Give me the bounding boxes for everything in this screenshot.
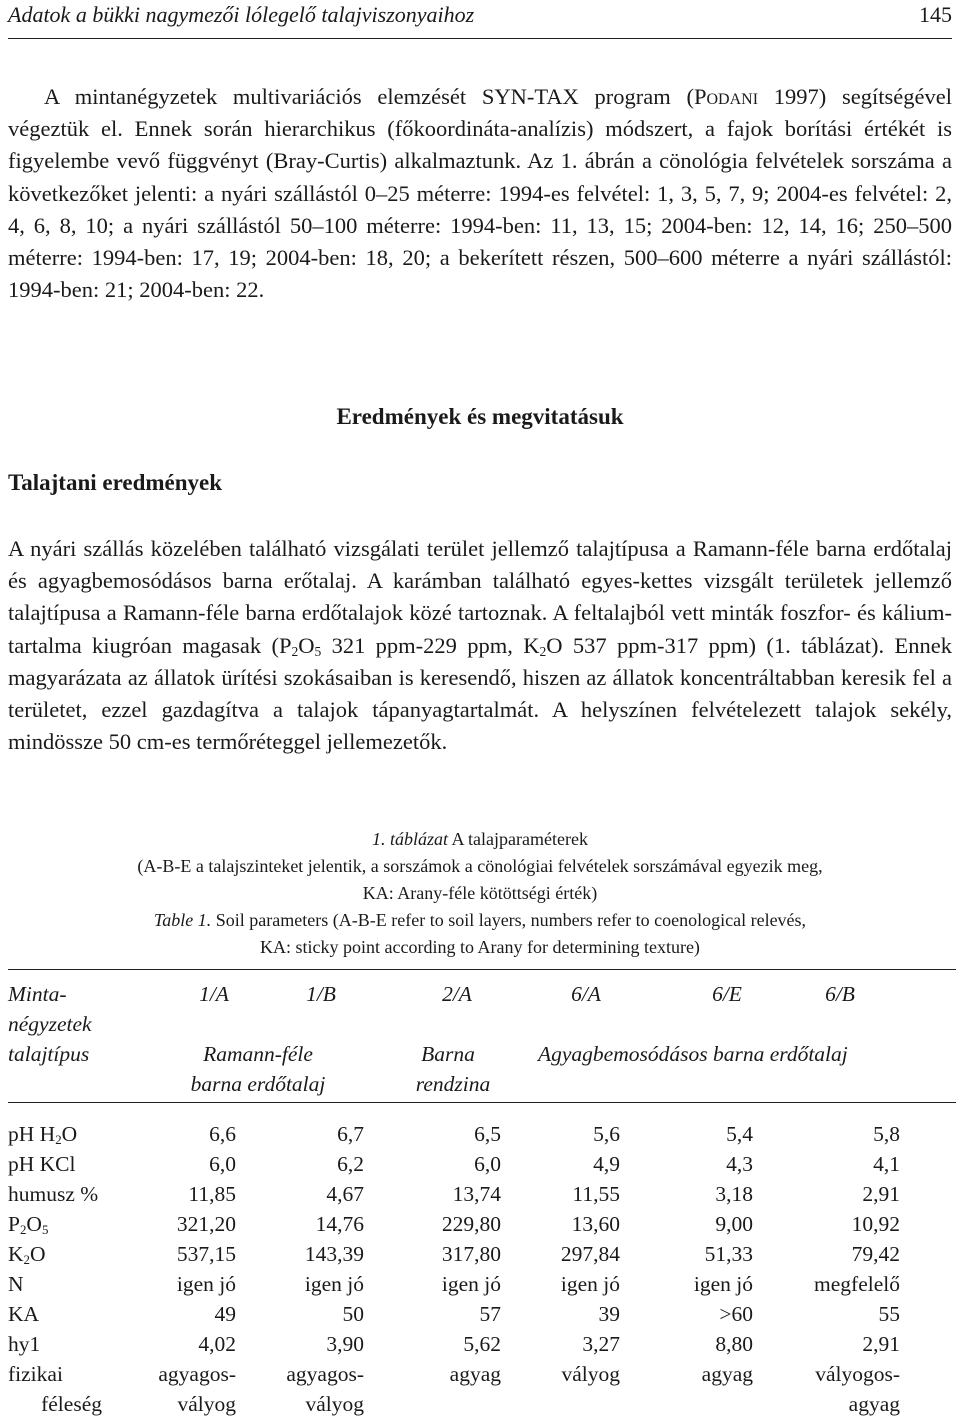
table-cell: 5,4 — [726, 1122, 753, 1146]
table-top-rule — [8, 969, 956, 970]
caption-hu-line2: (A-B-E a talajszinteket jelentik, a sorszámok a cönológiai felvételek sorszámával egyezik meg, — [137, 856, 823, 876]
subsection-heading-soil: Talajtani eredmények — [8, 470, 223, 495]
table-cell: 11,85 — [188, 1182, 236, 1206]
table-header-rule — [8, 1102, 956, 1103]
caption-en-line1: Soil parameters (A-B-E refer to soil layers, numbers refer to coenological relevés, — [211, 910, 807, 930]
table-cell: megfelelő — [814, 1272, 900, 1296]
soiltype-ramann-1: Ramann-féle — [203, 1042, 313, 1066]
row-label: pH KCl — [8, 1152, 76, 1176]
intro-text-1: A mintanégyzetek multivariációs elemzését SYN-TAX program ( — [44, 84, 694, 109]
soil-paragraph — [8, 533, 952, 758]
table-cell: 3,90 — [326, 1332, 364, 1356]
soiltype-rendzina-1: Barna — [421, 1042, 475, 1066]
row-label: pH $H_2O$ — [8, 1122, 78, 1147]
table-cell: 5,8 — [873, 1122, 900, 1146]
corner-label-1: Minta- — [8, 982, 67, 1006]
caption-en-line2: KA: sticky point according to Arany for determining texture) — [260, 937, 700, 957]
soil-text-4: O 537 ppm-317 ppm) (1. táblázat). Ennek magyarázata az állatok ürítési szokásaiban is keresendő, hiszen az állatok koncentráltabban keresik fel a területet, ezzel gazdagítva a talajok tápanyagtartalmát. A helyszínen felvételezett talajok sekély, mindössze 50 cm-es termőréteggel jellemezetők. — [8, 632, 953, 755]
table-cell: 4,1 — [873, 1152, 900, 1176]
soiltype-agyagbemosodasos: Agyagbemosódásos barna erdőtalaj — [538, 1042, 848, 1066]
table-cell: 55 — [878, 1302, 900, 1326]
table-cell: 6,5 — [474, 1122, 501, 1146]
sub-o5: 5 — [314, 643, 322, 659]
texture-cell: vályogos- — [815, 1362, 900, 1386]
texture-cell: agyag — [701, 1362, 753, 1386]
intro-paragraph — [8, 81, 952, 306]
column-header-2a: 2/A — [442, 982, 472, 1006]
table-cell: igen jó — [693, 1272, 753, 1296]
table-cell: igen jó — [304, 1272, 364, 1296]
texture-label-2: féleség — [41, 1392, 102, 1416]
table-cell: 5,62 — [463, 1332, 501, 1356]
sub-k2: 2 — [539, 643, 547, 659]
row-label: hy1 — [8, 1332, 41, 1356]
author-name: Podani — [693, 84, 759, 109]
column-header-6e: 6/E — [712, 982, 742, 1006]
texture-cell: vályog — [305, 1392, 364, 1416]
table-cell: 4,02 — [198, 1332, 236, 1356]
column-header-6a: 6/A — [571, 982, 601, 1006]
table-cell: 6,7 — [337, 1122, 364, 1146]
texture-label-1: fizikai — [8, 1362, 63, 1386]
table-caption — [8, 826, 952, 961]
table-cell: 297,84 — [560, 1242, 620, 1266]
table-cell: 6,0 — [209, 1152, 236, 1176]
table-cell: 13,60 — [571, 1212, 620, 1236]
row-label: KA — [8, 1302, 40, 1326]
table-cell: 39 — [598, 1302, 620, 1326]
texture-cell: agyag — [848, 1392, 900, 1416]
table-cell: igen jó — [441, 1272, 501, 1296]
table-cell: 13,74 — [452, 1182, 501, 1206]
texture-cell: agyag — [449, 1362, 501, 1386]
table-cell: igen jó — [176, 1272, 236, 1296]
corner-label-2: négyzetek — [8, 1012, 92, 1036]
page-number: 145 — [919, 2, 952, 27]
soil-text-1: A nyári szállás közelében található vizsgálati terület jellemző talajtípusa a Ramann-féle barna erdőtalaj és agyagbemosódásos barna erőtalaj. A karámban található egyes-kettes vizsgált területek jellemző talajtípusa a Ramann-féle barna erdőtalajok közé tartoznak. A feltalajból vett minták foszfor- és kálium-tartalma kiugróan magasak (P — [8, 536, 952, 658]
table-cell: 79,42 — [851, 1242, 900, 1266]
caption-hu-line3: KA: Arany-féle kötöttségi érték) — [362, 883, 598, 903]
column-header-1a: 1/A — [199, 982, 229, 1006]
table-cell: 6,2 — [337, 1152, 364, 1176]
section-heading-results: Eredmények és megvitatásuk — [336, 404, 624, 429]
table-cell: 4,3 — [726, 1152, 753, 1176]
soiltype-rendzina-2: rendzina — [415, 1072, 491, 1096]
table-cell: 143,39 — [304, 1242, 364, 1266]
table-cell: 51,33 — [704, 1242, 753, 1266]
table-cell: 317,80 — [441, 1242, 501, 1266]
page-header — [8, 0, 952, 39]
row-label: humusz % — [8, 1182, 99, 1206]
caption-hu-label: 1. táblázat — [372, 829, 449, 849]
table-cell: 10,92 — [851, 1212, 900, 1236]
soil-text-2: O — [298, 632, 315, 658]
row-label: N — [8, 1272, 24, 1296]
row-label: $P_2O_5$ — [8, 1212, 49, 1237]
table-cell: igen jó — [560, 1272, 620, 1296]
caption-en-label: Table 1. — [153, 910, 212, 930]
table-cell: 9,00 — [715, 1212, 753, 1236]
table-cell: 537,15 — [176, 1242, 236, 1266]
table-cell: 2,91 — [862, 1332, 900, 1356]
table-cell: 49 — [214, 1302, 236, 1326]
table-cell: 5,6 — [593, 1122, 620, 1146]
column-header-1b: 1/B — [306, 982, 336, 1006]
texture-cell: agyagos- — [286, 1362, 364, 1386]
table-cell: 4,9 — [593, 1152, 620, 1176]
texture-cell: agyagos- — [158, 1362, 236, 1386]
caption-hu-title: A talajparaméterek — [448, 829, 588, 849]
texture-cell: vályog — [561, 1362, 620, 1386]
table-cell: 50 — [342, 1302, 364, 1326]
table-cell: 2,91 — [862, 1182, 900, 1206]
intro-text-2: 1997) segítségével végeztük el. Ennek során hierarchikus (főkoordináta-analízis) módszert, a fajok borítási értékét is figyelembe vevő függvényt (Bray-Curtis) alkalmaztunk. Az 1. ábrán a cönológia felvételek sorszáma a következőket jelenti: a nyári szállástól 0–25 méterre: 1994-es felvétel: 1, 3, 5, 7, 9; 2004-es felvétel: 2, 4, 6, 8, 10; a nyári szállástól 50–100 méterre: 1994-ben: 11, 13, 15; 2004-ben: 12, 14, 16; 250–500 méterre: 1994-ben: 17, 19; 2004-ben: 18, 20; a bekerített részen, 500–600 méterre a nyári szállástól: 1994-ben: 21; 2004-ben: 22. — [8, 84, 952, 303]
table-cell: 3,27 — [582, 1332, 620, 1356]
table-cell: 14,76 — [315, 1212, 364, 1236]
column-header-6b: 6/B — [825, 982, 855, 1006]
row-label: $K_2O$ — [8, 1242, 46, 1267]
running-title: Adatok a bükki nagymezői lólegelő talajviszonyaihoz — [8, 2, 475, 27]
soiltype-label: talajtípus — [8, 1042, 90, 1066]
table-cell: 6,6 — [209, 1122, 236, 1146]
sub-p2: 2 — [291, 643, 299, 659]
table-cell: 3,18 — [715, 1182, 753, 1206]
soil-text-3: 321 ppm-229 ppm, K — [321, 632, 540, 658]
table-cell: 6,0 — [474, 1152, 501, 1176]
table-cell: 321,20 — [176, 1212, 236, 1236]
soiltype-ramann-2: barna erdőtalaj — [190, 1072, 326, 1096]
table-cell: 8,80 — [715, 1332, 753, 1356]
texture-cell: vályog — [177, 1392, 236, 1416]
table-cell: 57 — [479, 1302, 501, 1326]
table-cell: >60 — [719, 1302, 753, 1326]
table-cell: 229,80 — [441, 1212, 501, 1236]
table-cell: 11,55 — [572, 1182, 620, 1206]
table-cell: 4,67 — [326, 1182, 364, 1206]
